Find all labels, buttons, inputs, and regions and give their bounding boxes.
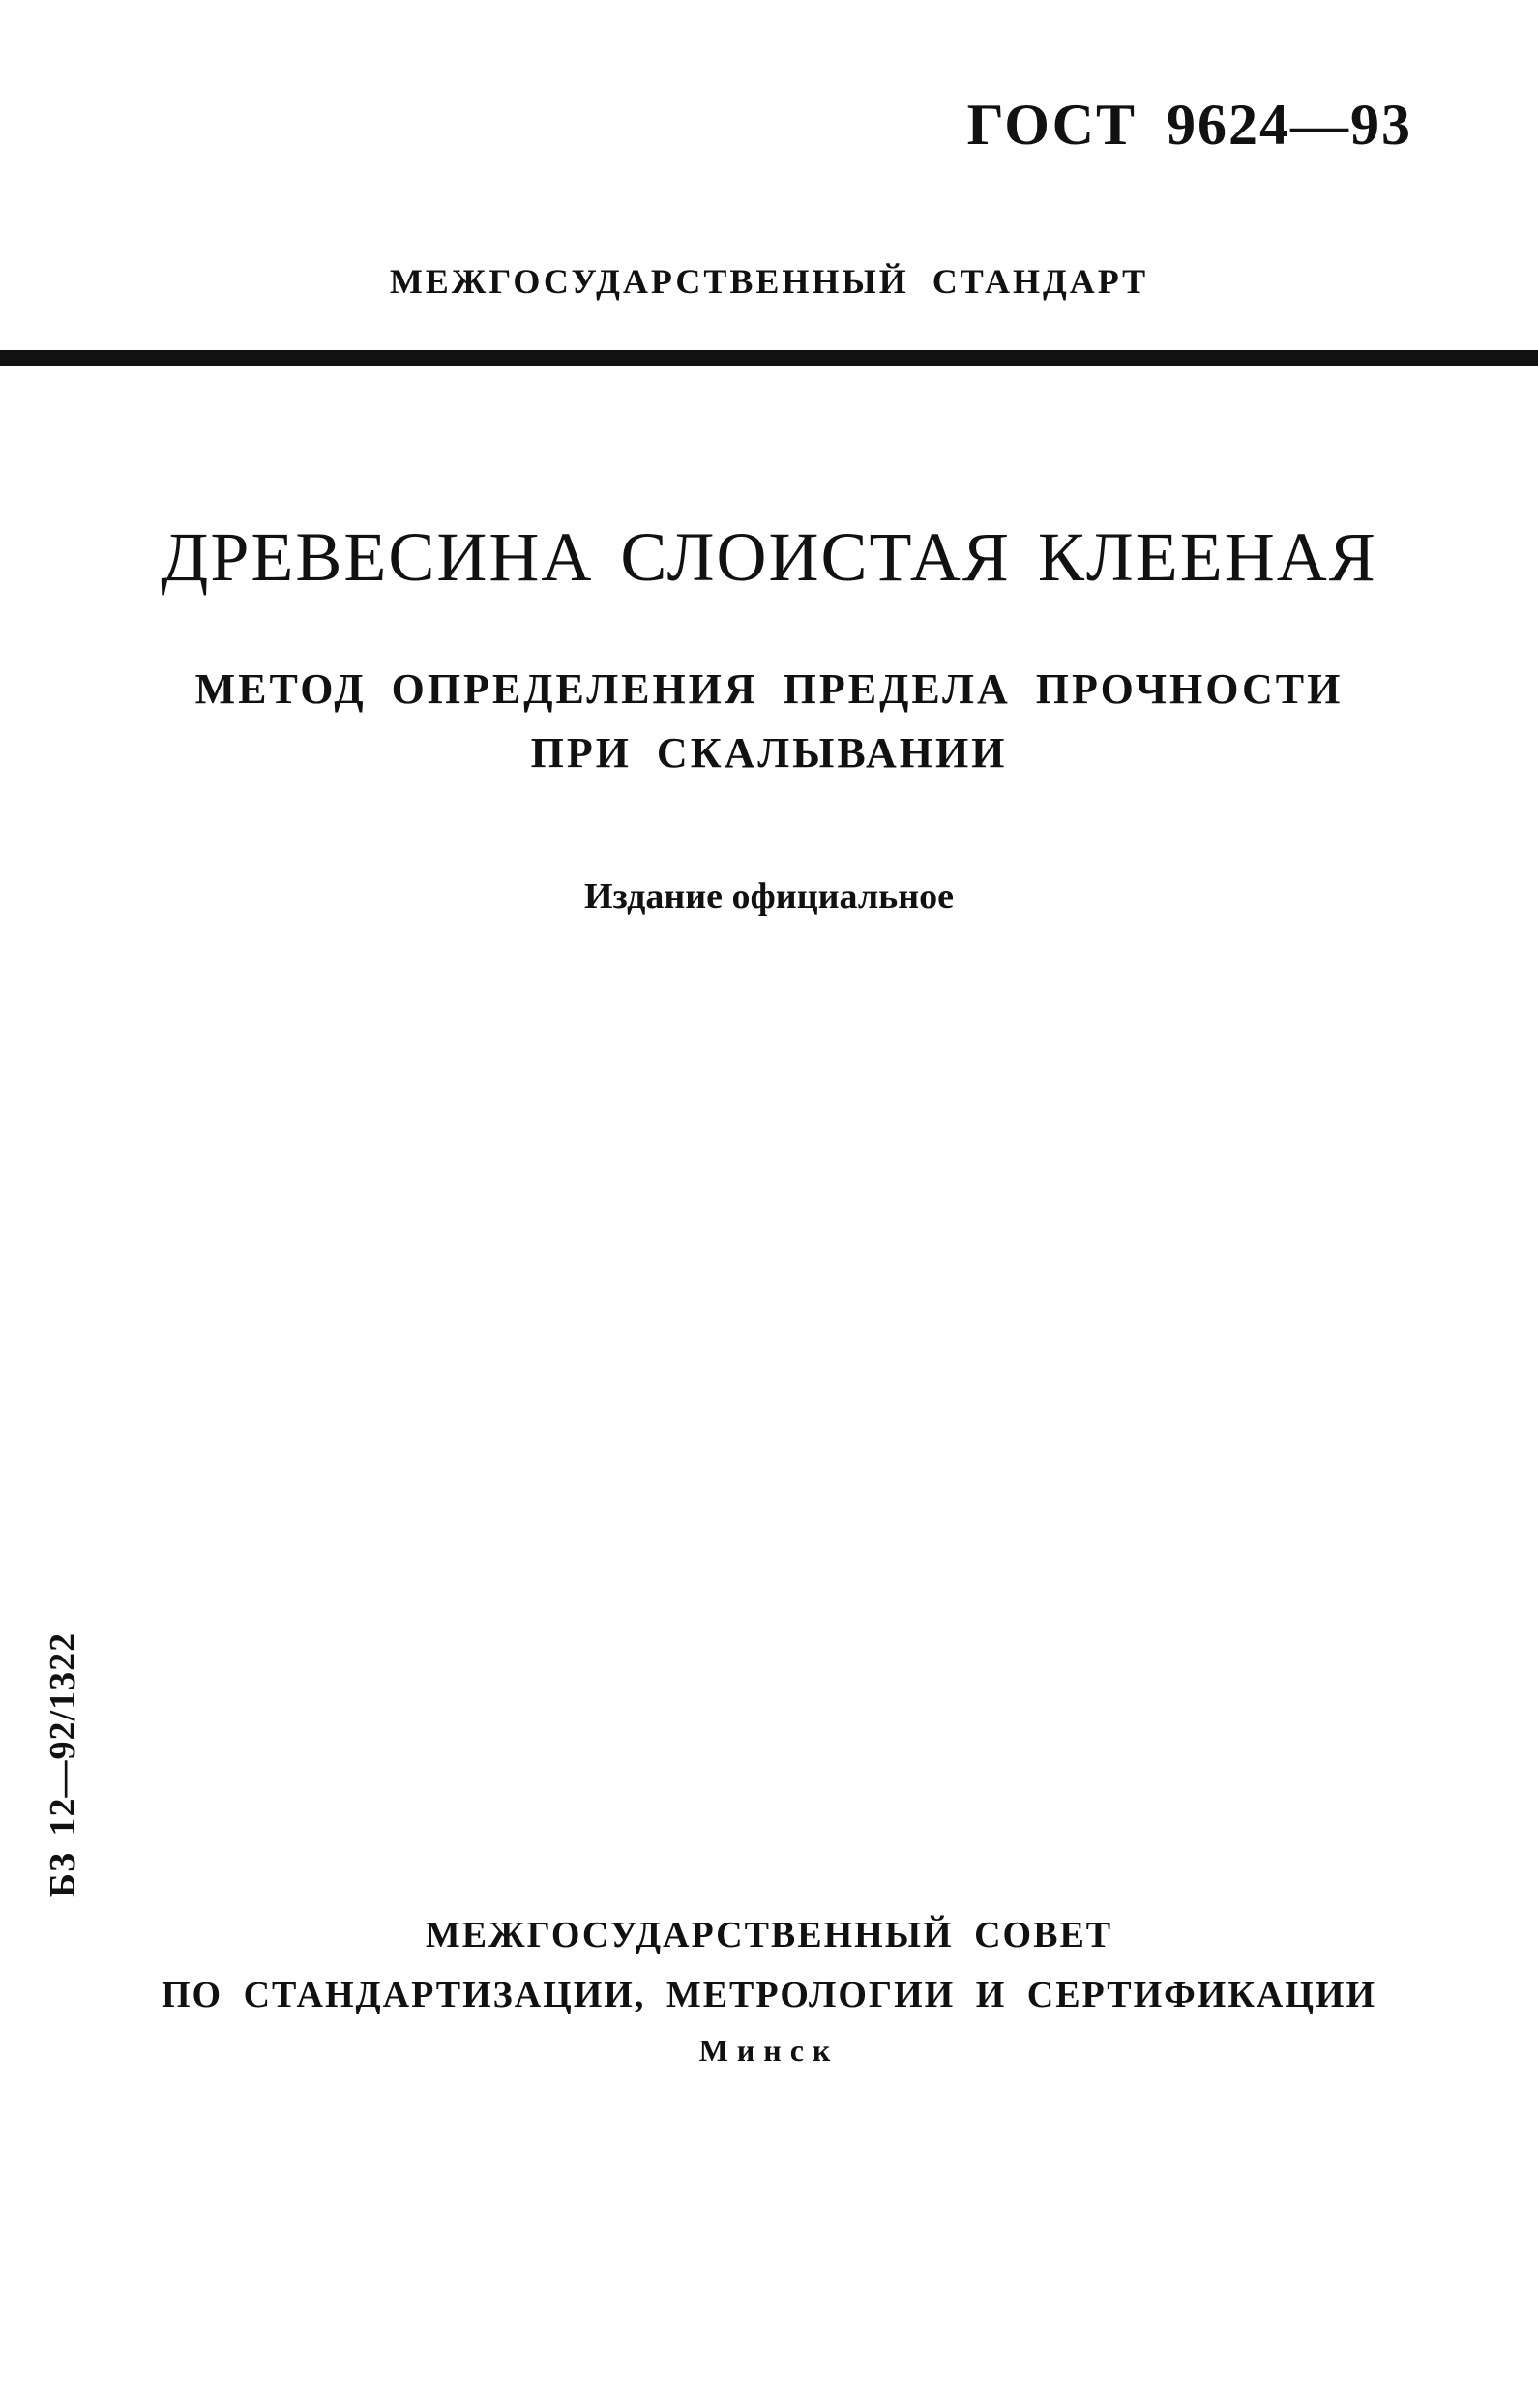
publisher-city: Минск [698, 2033, 840, 2068]
edition-note: Издание официальное [583, 876, 954, 917]
side-code-text: БЗ 12—92/1322 [43, 1631, 83, 1898]
publisher-block [0, 1905, 1538, 2069]
side-registration-code [15, 1605, 111, 1924]
subtitle-line: МЕТОД ОПРЕДЕЛЕНИЯ ПРЕДЕЛА ПРОЧНОСТИ [194, 665, 1344, 713]
publisher-line: МЕЖГОСУДАРСТВЕННЫЙ СОВЕТ [425, 1915, 1113, 1955]
header-divider [0, 350, 1538, 366]
subtitle-line: ПРИ СКАЛЫВАНИИ [530, 729, 1008, 777]
standard-number: ГОСТ 9624—93 [966, 93, 1412, 157]
publisher-line: ПО СТАНДАРТИЗАЦИИ, МЕТРОЛОГИИ И СЕРТИФИКАЦИИ [161, 1975, 1376, 2015]
standard-type: МЕЖГОСУДАРСТВЕННЫЙ СТАНДАРТ [389, 262, 1149, 301]
document-title: ДРЕВЕСИНА СЛОИСТАЯ КЛЕЕНАЯ [161, 518, 1377, 596]
document-subtitle [0, 658, 1538, 785]
